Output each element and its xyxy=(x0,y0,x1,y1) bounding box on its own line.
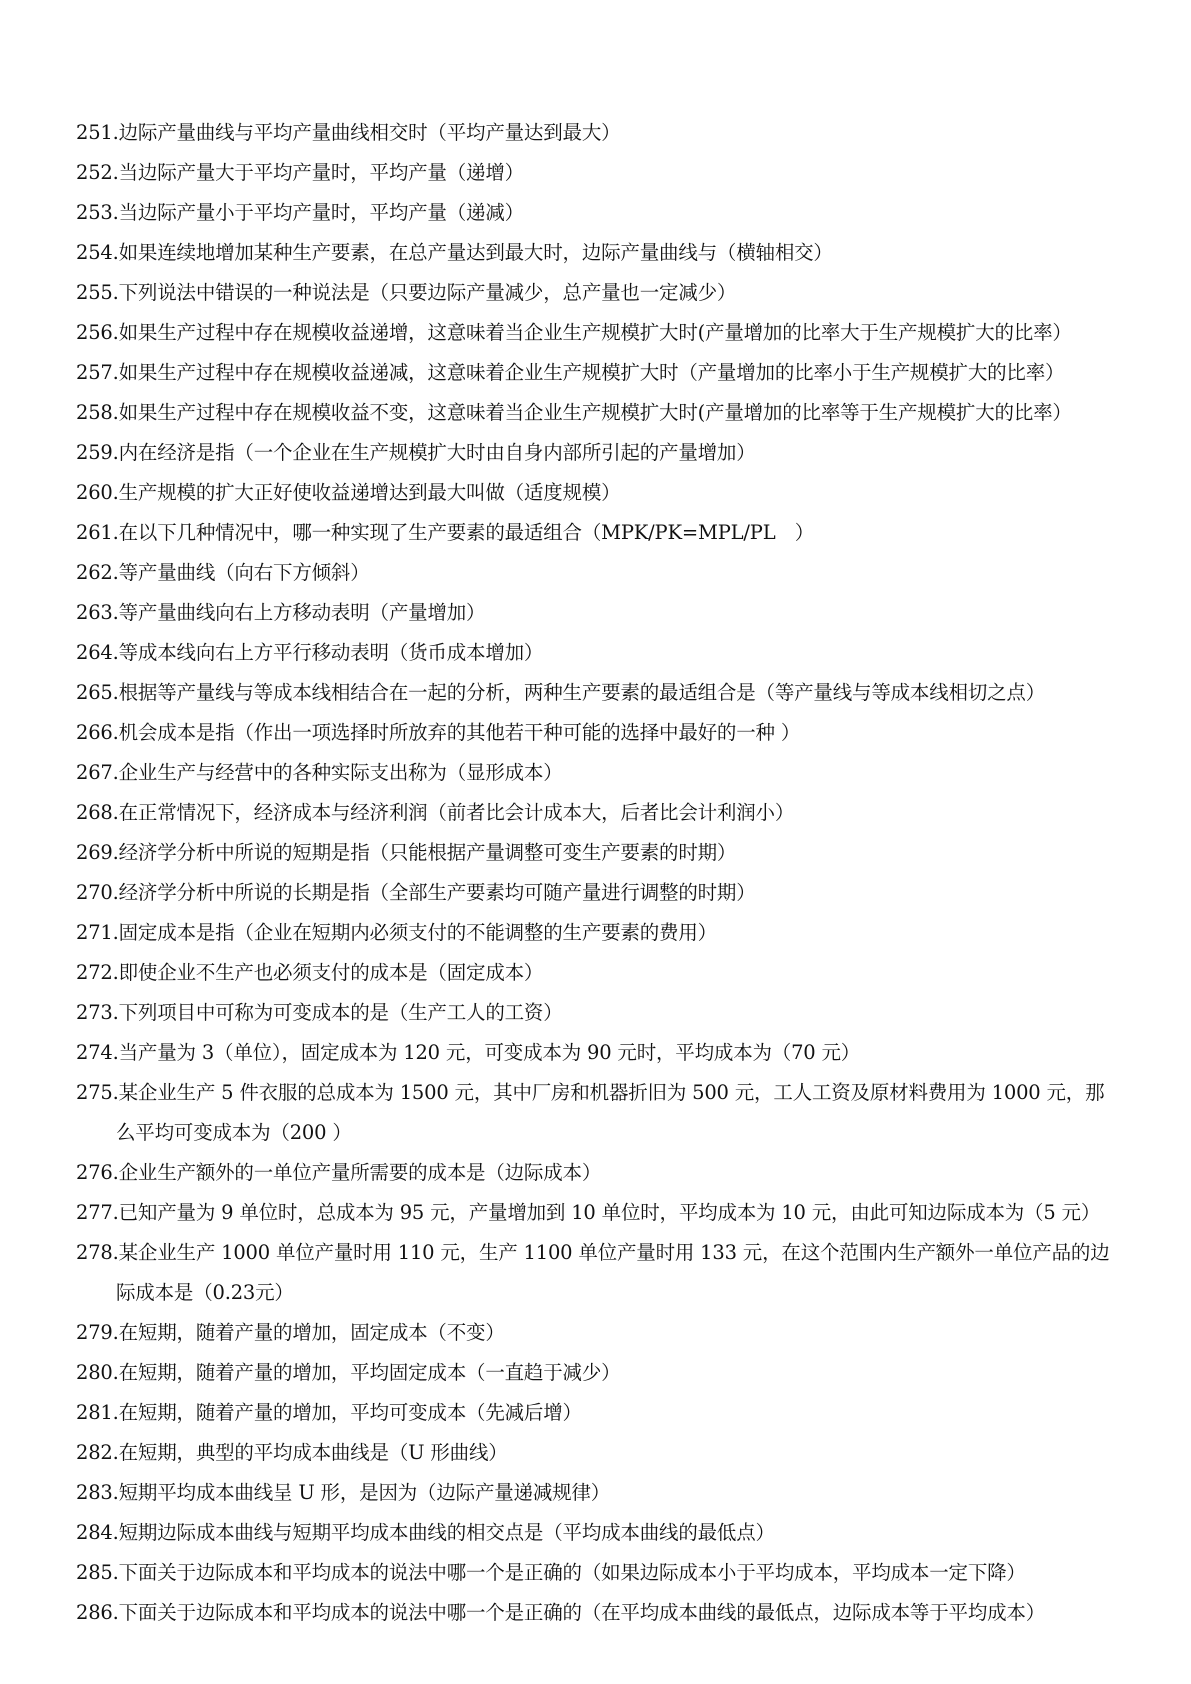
question-279: 279.在短期，随着产量的增加，固定成本（不变） xyxy=(76,1321,505,1344)
question-259: 259.内在经济是指（一个企业在生产规模扩大时由自身内部所引起的产量增加） xyxy=(76,441,756,464)
question-257: 257.如果生产过程中存在规模收益递减，这意味着企业生产规模扩大时（产量增加的比率小于生产规模扩大的比率） xyxy=(76,361,1065,384)
question-280: 280.在短期，随着产量的增加，平均固定成本（一直趋于减少） xyxy=(76,1361,621,1384)
question-262: 262.等产量曲线（向右下方倾斜） xyxy=(76,561,370,584)
question-258: 258.如果生产过程中存在规模收益不变，这意味着当企业生产规模扩大时(产量增加的比率等于生产规模扩大的比率） xyxy=(76,401,1072,424)
question-277: 277.已知产量为 9 单位时，总成本为 95 元，产量增加到 10 单位时，平均成本为 10 元，由此可知边际成本为（5 元） xyxy=(76,1201,1101,1224)
question-285: 285.下面关于边际成本和平均成本的说法中哪一个是正确的（如果边际成本小于平均成本，平均成本一定下降） xyxy=(76,1561,1026,1584)
question-252: 252.当边际产量大于平均产量时，平均产量（递增） xyxy=(76,161,524,184)
question-284: 284.短期边际成本曲线与短期平均成本曲线的相交点是（平均成本曲线的最低点） xyxy=(76,1521,775,1544)
question-276: 276.企业生产额外的一单位产量所需要的成本是（边际成本） xyxy=(76,1161,602,1184)
question-267: 267.企业生产与经营中的各种实际支出称为（显形成本） xyxy=(76,761,563,784)
question-261: 261.在以下几种情况中，哪一种实现了生产要素的最适组合（MPK/PK=MPL/PL ） xyxy=(76,521,815,544)
question-256: 256.如果生产过程中存在规模收益递增，这意味着当企业生产规模扩大时(产量增加的比率大于生产规模扩大的比率） xyxy=(76,321,1072,344)
question-275-continuation xyxy=(76,1113,1136,1153)
question-274: 274.当产量为 3（单位），固定成本为 120 元，可变成本为 90 元时，平均成本为（70 元） xyxy=(76,1041,861,1064)
question-275-line1: 275.某企业生产 5 件衣服的总成本为 1500 元，其中厂房和机器折旧为 500 元，工人工资及原材料费用为 1000 元，那 xyxy=(76,1081,1105,1104)
question-263: 263.等产量曲线向右上方移动表明（产量增加） xyxy=(76,601,486,624)
question-278-line2: 际成本是（0.23元） xyxy=(116,1281,294,1304)
question-278 xyxy=(76,1233,1136,1273)
question-264: 264.等成本线向右上方平行移动表明（货币成本增加） xyxy=(76,641,544,664)
question-260: 260.生产规模的扩大正好使收益递增达到最大叫做（适度规模） xyxy=(76,481,621,504)
question-255: 255.下列说法中错误的一种说法是（只要边际产量减少，总产量也一定减少） xyxy=(76,281,737,304)
question-272: 272.即使企业不生产也必须支付的成本是（固定成本） xyxy=(76,961,544,984)
question-286: 286.下面关于边际成本和平均成本的说法中哪一个是正确的（在平均成本曲线的最低点，边际成本等于平均成本） xyxy=(76,1601,1046,1624)
question-269: 269.经济学分析中所说的短期是指（只能根据产量调整可变生产要素的时期） xyxy=(76,841,737,864)
question-275 xyxy=(76,1073,1136,1113)
question-254: 254.如果连续地增加某种生产要素，在总产量达到最大时，边际产量曲线与（横轴相交） xyxy=(76,241,833,264)
question-283: 283.短期平均成本曲线呈 U 形，是因为（边际产量递减规律） xyxy=(76,1481,611,1504)
question-282: 282.在短期，典型的平均成本曲线是（U 形曲线） xyxy=(76,1441,508,1464)
question-275-line2: 么平均可变成本为（200 ） xyxy=(116,1121,352,1144)
question-list xyxy=(76,113,1136,1633)
question-266: 266.机会成本是指（作出一项选择时所放弃的其他若干种可能的选择中最好的一种 ） xyxy=(76,721,801,744)
question-278-continuation xyxy=(76,1273,1136,1313)
question-273: 273.下列项目中可称为可变成本的是（生产工人的工资） xyxy=(76,1001,563,1024)
question-281: 281.在短期，随着产量的增加，平均可变成本（先减后增） xyxy=(76,1401,582,1424)
question-253: 253.当边际产量小于平均产量时，平均产量（递减） xyxy=(76,201,524,224)
question-251: 251.边际产量曲线与平均产量曲线相交时（平均产量达到最大） xyxy=(76,121,621,144)
question-271: 271.固定成本是指（企业在短期内必须支付的不能调整的生产要素的费用） xyxy=(76,921,717,944)
question-265: 265.根据等产量线与等成本线相结合在一起的分析，两种生产要素的最适组合是（等产量线与等成本线相切之点） xyxy=(76,681,1046,704)
question-268: 268.在正常情况下，经济成本与经济利润（前者比会计成本大，后者比会计利润小） xyxy=(76,801,795,824)
question-278-line1: 278.某企业生产 1000 单位产量时用 110 元，生产 1100 单位产量时用 133 元，在这个范围内生产额外一单位产品的边 xyxy=(76,1241,1110,1264)
question-270: 270.经济学分析中所说的长期是指（全部生产要素均可随产量进行调整的时期） xyxy=(76,881,756,904)
